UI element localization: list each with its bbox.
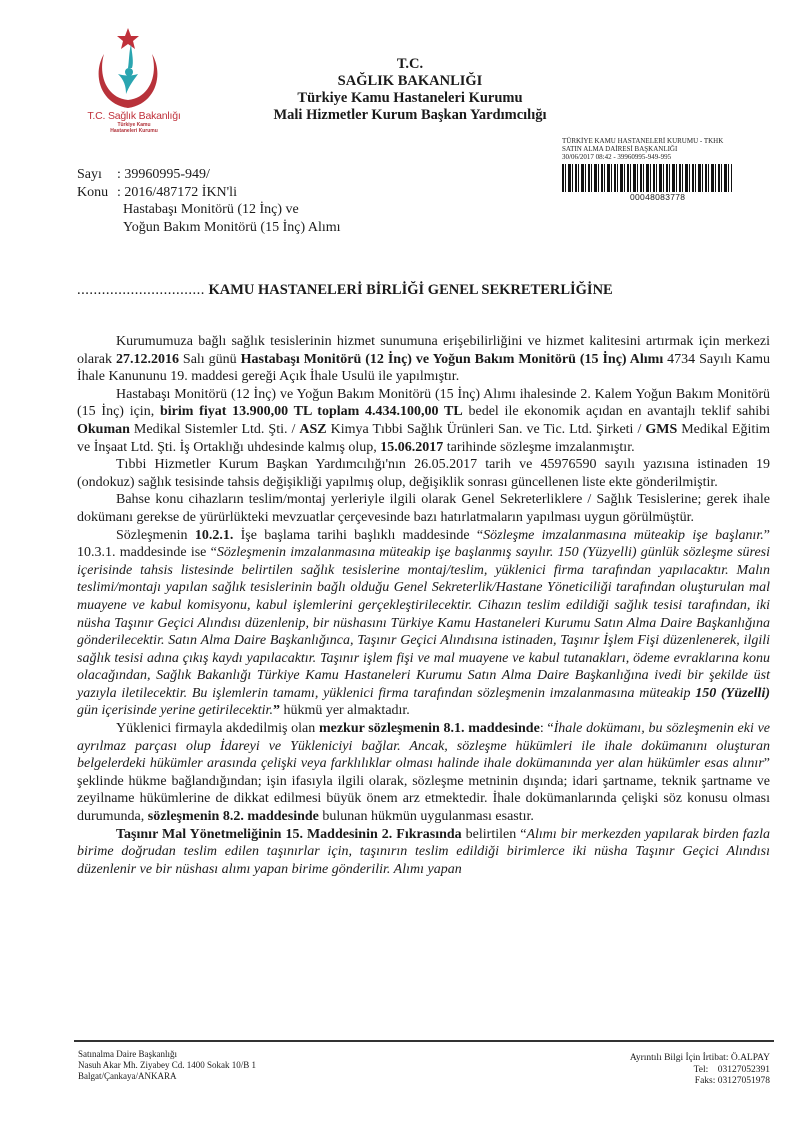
addressee-text: KAMU HASTANELERİ BİRLİĞİ GENEL SEKRETERLİĞİNE	[204, 282, 613, 298]
sayi-value: : 39960995-949/	[117, 167, 210, 182]
registry-stamp	[562, 137, 784, 201]
paragraph-1	[77, 333, 770, 386]
bold-text: Taşınır Mal Yönetmeliğinin 15. Maddesinin 2. Fıkrasında	[116, 826, 462, 842]
bold-text: 10.2.1.	[194, 527, 234, 543]
bold-text: mezkur sözleşmenin 8.1. maddesinde	[318, 721, 540, 737]
text: Medikal Sistemler Ltd. Şti. /	[129, 421, 300, 437]
konu-row	[77, 184, 341, 202]
paragraph-5	[77, 527, 770, 721]
stamp-line-2: SATIN ALMA DAİRESİ BAŞKANLIĞI	[562, 145, 678, 153]
paragraph-7	[77, 826, 770, 879]
barcode-number: 00048083778	[630, 192, 686, 202]
bold-text: Hastabaşı Monitörü (12 İnç) ve Yoğun Bakım Monitörü (15 İnç) Alımı	[240, 351, 664, 367]
header-line-2: SAĞLIK BAKANLIĞI	[337, 73, 483, 89]
text: Salı günü	[178, 351, 241, 367]
logo-name: T.C. Sağlık Bakanlığı	[87, 110, 181, 122]
sayi-label: Sayı	[77, 167, 102, 182]
bold-text: sözleşmenin 8.2. maddesinde	[147, 809, 319, 825]
logo-sub1: Türkiye Kamu	[117, 122, 151, 128]
text: bulunan hükmün uygulanması esastır.	[318, 809, 534, 825]
text: bedel ile ekonomik açıdan en avantajlı teklif sahibi	[462, 404, 770, 420]
paragraph-2	[77, 386, 770, 456]
paragraph-6	[77, 720, 770, 826]
footer-street: Nasuh Akar Mh. Ziyabey Cd. 1400 Sokak 10/B 1	[78, 1060, 256, 1070]
bold-text: GMS	[645, 421, 678, 437]
footer-contact-person: Ayrıntılı Bilgi İçin İrtibat: Ö.ALPAY	[629, 1053, 770, 1063]
stamp-line-1: TÜRKİYE KAMU HASTANELERİ KURUMU - TKHK	[562, 137, 724, 145]
text: tarihinde sözleşme imzalanmıştır.	[443, 439, 635, 455]
text: ” 10.3.1. maddesinde ise “	[77, 527, 771, 561]
italic-quote: İhale dokümanı, bu sözleşmenin eki ve ayrılmaz parçası olup İdareyi ve Yükleniciyi bağlar. Ancak, sözleşme hükümleri ile ihale dokümanını oluşturan belgelerdeki hükümler arasında çelişki veya farklılıklar olması halinde ihale dokümanında yer alan hükümler esas alınır	[77, 721, 771, 772]
konu-value: : 2016/487172 İKN'li	[117, 184, 237, 200]
bold-text: Okuman	[77, 421, 130, 437]
konu-line-2: Hastabaşı Monitörü (12 İnç) ve	[123, 202, 299, 217]
bold-italic-text: 150 (Yüzelli)	[695, 685, 770, 701]
footer-dept: Satınalma Daire Başkanlığı	[78, 1049, 177, 1059]
konu-line-3: Yoğun Bakım Monitörü (15 İnç) Alımı	[123, 219, 341, 235]
bold-text: 15.06.2017	[380, 439, 444, 455]
addressee	[77, 282, 613, 299]
stamp-line-3: 30/06/2017 08:42 - 39960995-949-995	[562, 153, 672, 161]
footer-phone: Tel: 03127052391	[693, 1064, 770, 1075]
text: Yüklenici firmayla akdedilmiş olan	[116, 721, 319, 737]
footer-divider	[74, 1040, 774, 1042]
bold-text: birim fiyat 13.900,00 TL toplam 4.434.100,00 TL	[159, 404, 463, 420]
header-line-4: Mali Hizmetler Kurum Başkan Yardımcılığı	[273, 107, 547, 123]
italic-quote: Alımı bir merkezden yapılarak birden fazla birime doğrudan teslim edilen taşınırlar için, taşınırın teslim edildiği birimlerce iki nüsha Taşınır Geçici Alındısı düzenlenir ve bir nüshası alımı yapan birime gönderilir. Alımı yapan	[77, 826, 770, 877]
text: İşe başlama tarihi başlıklı maddesinde “	[233, 527, 484, 543]
text: Kimya Tıbbi Sağlık Ürünleri San. ve Tic. Ltd. Şirketi /	[326, 421, 646, 437]
footer-fax: Faks: 03127051978	[694, 1076, 770, 1086]
text: Hastabaşı Monitörü (12 İnç) ve Yoğun Bakım Monitörü (15 İnç) Alımı ihalesinde 2. Kalem Yoğun Bakım Monitörü (15 İnç) için,	[77, 386, 770, 420]
footer-address	[78, 1049, 256, 1082]
text: hükmü yer almaktadır.	[279, 703, 410, 719]
footer-contact	[560, 1053, 770, 1088]
paragraph-4: Bahse konu cihazların teslim/montaj yerleriyle ilgili olarak Genel Sekreterliklere / Sağlık Tesislerine; gerek ihale dokümanı gerekse de yürürlükteki mevzuatlar çerçevesinde bazı hatırlatmaların yapılması uygun görülmüştür.	[77, 492, 770, 525]
text: : “	[539, 721, 554, 737]
bold-text: ASZ	[299, 421, 327, 437]
text: belirtilen “	[461, 826, 527, 842]
italic-quote: Sözleşmenin imzalanmasına müteakip işe başlanmış sayılır. 150 (Yüzyelli) günlük sözleşme süresi içerisinde tahsis listesinde belirtilen sağlık tesislerine montaj/teslim, yüklenici firma tarafından yapılacaktır. Malın teslimi/montajı yapılan sağlık tesislerinin bağlı olduğu Genel Sekreterlik/Hastane Yöneticiliği tarafından oluşturulan mal muayene ve kabul komisyonu, kabul işlemlerini gerçekleştirilecektir. Cihazın teslim edildiği sağlık tesisi tarafından, iki nüsha Taşınır Geçici Alındısı düzenlenip, bir nüshasını Türkiye Kamu Hastaneleri Kurumu Satın Alma Daire Başkanlığına gönderilecektir. Satın Alma Daire Başkanlığınca, Taşınır Geçici Alındısına istinaden, Taşınır İşlem Fişi düzenlenerek, ilgili sağlık tesisi adına çıkış kaydı yapılacaktır. Taşınır işlem fişi ve mal muayene ve kabul tutanakları, ödeme evraklarına konu olacağından, Sağlık Bakanlığı Türkiye Kamu Hastaneleri Kurumu Satın Alma Daire Başkanlığına ivedi bir şekilde üst yazıyla iletilecektir. Bu işlemlerin tamamı, yüklenici firma tarafından sözleşmenin imzalanmasına müteakip	[77, 545, 771, 701]
header-line-3: Türkiye Kamu Hastaneleri Kurumu	[297, 90, 523, 106]
paragraph-3: Tıbbi Hizmetler Kurum Başkan Yardımcılığı'nın 26.05.2017 tarih ve 45976590 sayılı yazısına istinaden 19 (ondokuz) sağlık tesisinde tahsis değişikliği yapılmış olup, değişiklik sonrası güncellenen liste ekte gönderilmiştir.	[77, 457, 770, 490]
bold-text: 27.12.2016	[115, 351, 179, 367]
text: ” şeklinde hükme bağlandığından; işin ifasıyla ilgili olarak, sözleşme metninin dışında; idari şartname, teknik şartname ve zeyilname hükümlerine de dikkat edilmesi büyük önem arz etmektedir. İhale dokümanlarında çelişki söz konusu olması durumunda,	[77, 756, 770, 825]
addressee-dots: ...............................	[77, 282, 205, 298]
logo-sub2: Hastaneleri Kurumu	[110, 128, 158, 134]
text: Sözleşmenin	[116, 527, 195, 543]
logo-caption	[84, 110, 184, 134]
sayi-row	[77, 166, 341, 184]
letterhead	[240, 56, 580, 124]
italic-quote: gün içerisinde yerine getirilecektir.	[77, 703, 273, 719]
document-meta	[77, 166, 341, 236]
text: 4734 Sayılı Kamu İhale Kanununu 19. maddesi gereği Açık İhale Usulü ile yapılmıştır.	[77, 351, 770, 385]
header-line-1: T.C.	[396, 56, 424, 72]
letter-body	[77, 333, 770, 878]
footer-city: Balgat/Çankaya/ANKARA	[78, 1071, 177, 1081]
text: Medikal Eğitim ve İnşaat Ltd. Şti. İş Ortaklığı uhdesinde kalmış olup,	[77, 421, 771, 455]
konu-label: Konu	[77, 184, 109, 200]
text: Kurumumuza bağlı sağlık tesislerinin hizmet sunumuna erişebilirliğini ve hizmet kalitesini artırmak için merkezi olarak	[77, 334, 770, 367]
italic-quote: Sözleşme imzalanmasına müteakip işe başlanır.	[483, 527, 764, 543]
barcode-icon	[562, 164, 732, 192]
ministry-of-health-logo-icon	[82, 22, 192, 114]
closing-quote: ”	[272, 703, 280, 719]
